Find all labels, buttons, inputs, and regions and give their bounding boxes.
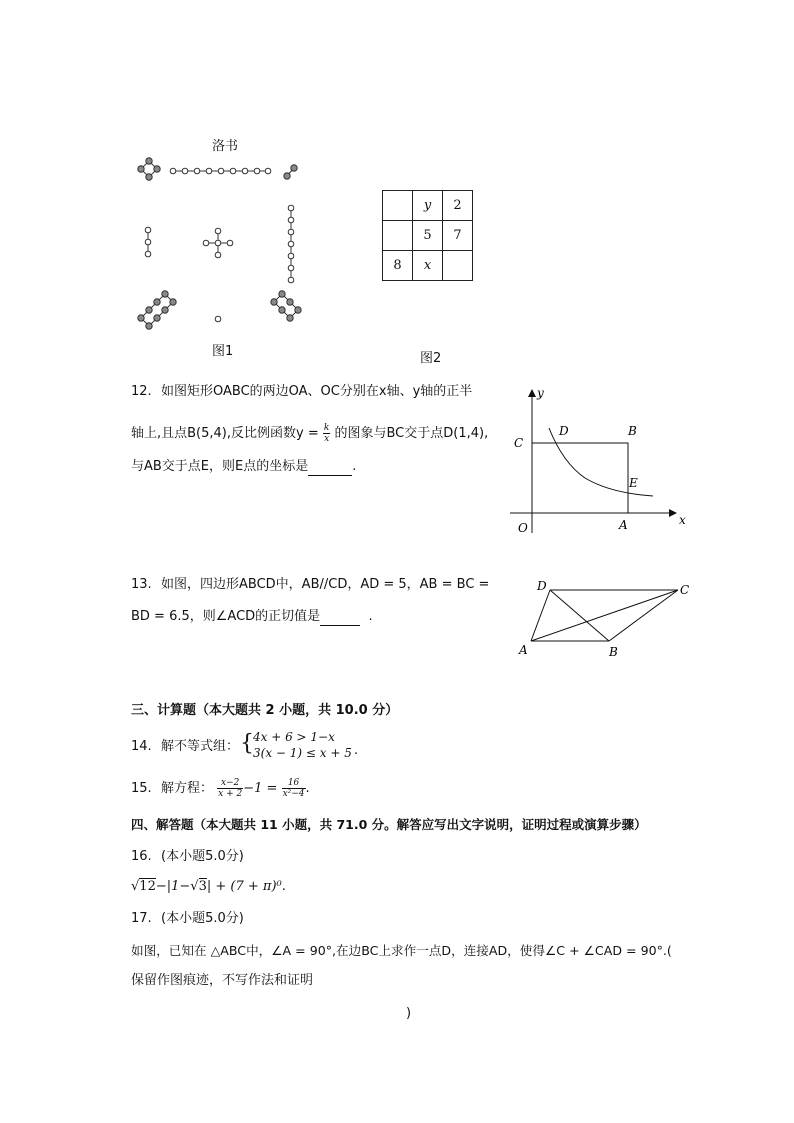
label-a: A (619, 518, 628, 532)
q12-line3-text: 与AB交于点E，则E点的坐标是 (131, 459, 309, 474)
figure2-caption: 图2 (420, 351, 442, 366)
q16-radicand-1: 12 (139, 879, 156, 894)
q17-line3: ) (406, 1006, 412, 1021)
q12-line3-end: . (352, 459, 357, 474)
grid-cell: 8 (383, 251, 413, 281)
section4-heading: 四、解答题（本大题共 11 小题，共 71.0 分。解答应写出文字说明，证明过程或演算步骤） (131, 817, 647, 832)
figure1-caption: 图1 (212, 344, 234, 359)
q16-radicand-2: 3 (198, 879, 207, 894)
q12-line2-b: 的图象与BC交于点D(1,4), (334, 426, 489, 441)
sqrt-symbol: √ (131, 879, 140, 894)
q16-expression (131, 879, 286, 895)
grid-cell (443, 251, 473, 281)
q12-frac-den: x (324, 434, 330, 444)
q12-line2-a: 轴上,且点B(5,4),反比例函数y = (131, 426, 319, 441)
q14-prefix: 解不等式组： (161, 739, 240, 754)
label-o: O (518, 521, 528, 535)
q15-fraction-1 (217, 778, 243, 799)
grid-cell: 5 (413, 221, 443, 251)
q13-line2 (131, 609, 373, 626)
figure1-title: 洛书 (212, 139, 239, 154)
q15-number: 15. (131, 781, 152, 796)
label-c: C (514, 436, 524, 450)
q16-points: (本小题5.0分) (161, 849, 244, 864)
grid-cell (383, 221, 413, 251)
answer-blank (320, 609, 360, 626)
grid-row (383, 191, 473, 221)
q13-line1: 如图，四边形ABCD中，AB//CD，AD = 5，AB = BC = (161, 577, 490, 592)
label-b: B (609, 645, 618, 659)
grid-cell: 7 (443, 221, 473, 251)
q17-number: 17. (131, 911, 152, 926)
q16-number: 16. (131, 849, 152, 864)
q12-line3 (131, 459, 356, 476)
q15-equation (161, 776, 310, 802)
grid-cell (383, 191, 413, 221)
q15-fraction-2 (282, 778, 306, 799)
brace: { (240, 731, 254, 756)
label-e: E (629, 476, 638, 490)
q14-number: 14. (131, 739, 152, 754)
q17-line2: 保留作图痕迹，不写作法和证明 (131, 973, 314, 988)
q13-line2-end: . (368, 609, 373, 624)
q15-frac1-num: x−2 (217, 778, 243, 789)
q15-end: . (305, 781, 310, 796)
q12-fraction (323, 423, 330, 444)
q12-frac-num: k (323, 423, 330, 433)
q12-number: 12. (131, 384, 152, 399)
grid-row (383, 221, 473, 251)
grid-cell: y (413, 191, 443, 221)
grid-cell: 2 (443, 191, 473, 221)
q14-inequality-1: 4x + 6 > 1−x (253, 730, 335, 744)
section3-heading: 三、计算题（本大题共 2 小题，共 10.0 分） (131, 703, 399, 718)
magic-square-grid (382, 190, 473, 281)
grid-row (383, 251, 473, 281)
q13-number: 13. (131, 577, 152, 592)
label-d: D (559, 424, 569, 438)
q15-frac2-den: x²−4 (282, 789, 305, 799)
label-c: C (680, 583, 690, 597)
label-b: B (628, 424, 637, 438)
rectangle-oabc (532, 443, 628, 513)
q17-line1: 如图，已知在 △ABC中，∠A = 90°,在边BC上求作一点D，连接AD，使得∠C + ∠CAD = 90°.( (131, 943, 672, 958)
q16-expr-d: | + (7 + π)⁰. (206, 879, 286, 894)
q14-end: . (354, 743, 359, 758)
q17-points: (本小题5.0分) (161, 911, 244, 926)
q12-coordinate-figure (505, 383, 695, 538)
q15-frac1-den: x + 2 (218, 789, 243, 799)
q16-expr-b: −|1− (155, 879, 191, 894)
luoshu-dots-figure (130, 150, 305, 340)
label-a: A (519, 643, 528, 657)
q14-inequality-2: 3(x − 1) ≤ x + 5 (253, 746, 352, 760)
q12-line1: 如图矩形OABC的两边OA、OC分别在x轴、y轴的正半 (161, 384, 473, 399)
q12-line2 (131, 423, 488, 444)
sqrt-symbol: √ (190, 879, 199, 894)
q13-line2-text: BD = 6.5，则∠ACD的正切值是 (131, 609, 321, 624)
q15-middle: −1 = (243, 781, 278, 796)
label-y: y (537, 386, 544, 400)
q13-quadrilateral-figure (515, 576, 695, 661)
q15-frac2-num: 16 (282, 778, 306, 789)
label-x: x (679, 513, 686, 527)
label-d: D (537, 579, 547, 593)
q15-prefix: 解方程： (161, 781, 214, 796)
answer-blank (308, 459, 352, 476)
grid-cell: x (413, 251, 443, 281)
